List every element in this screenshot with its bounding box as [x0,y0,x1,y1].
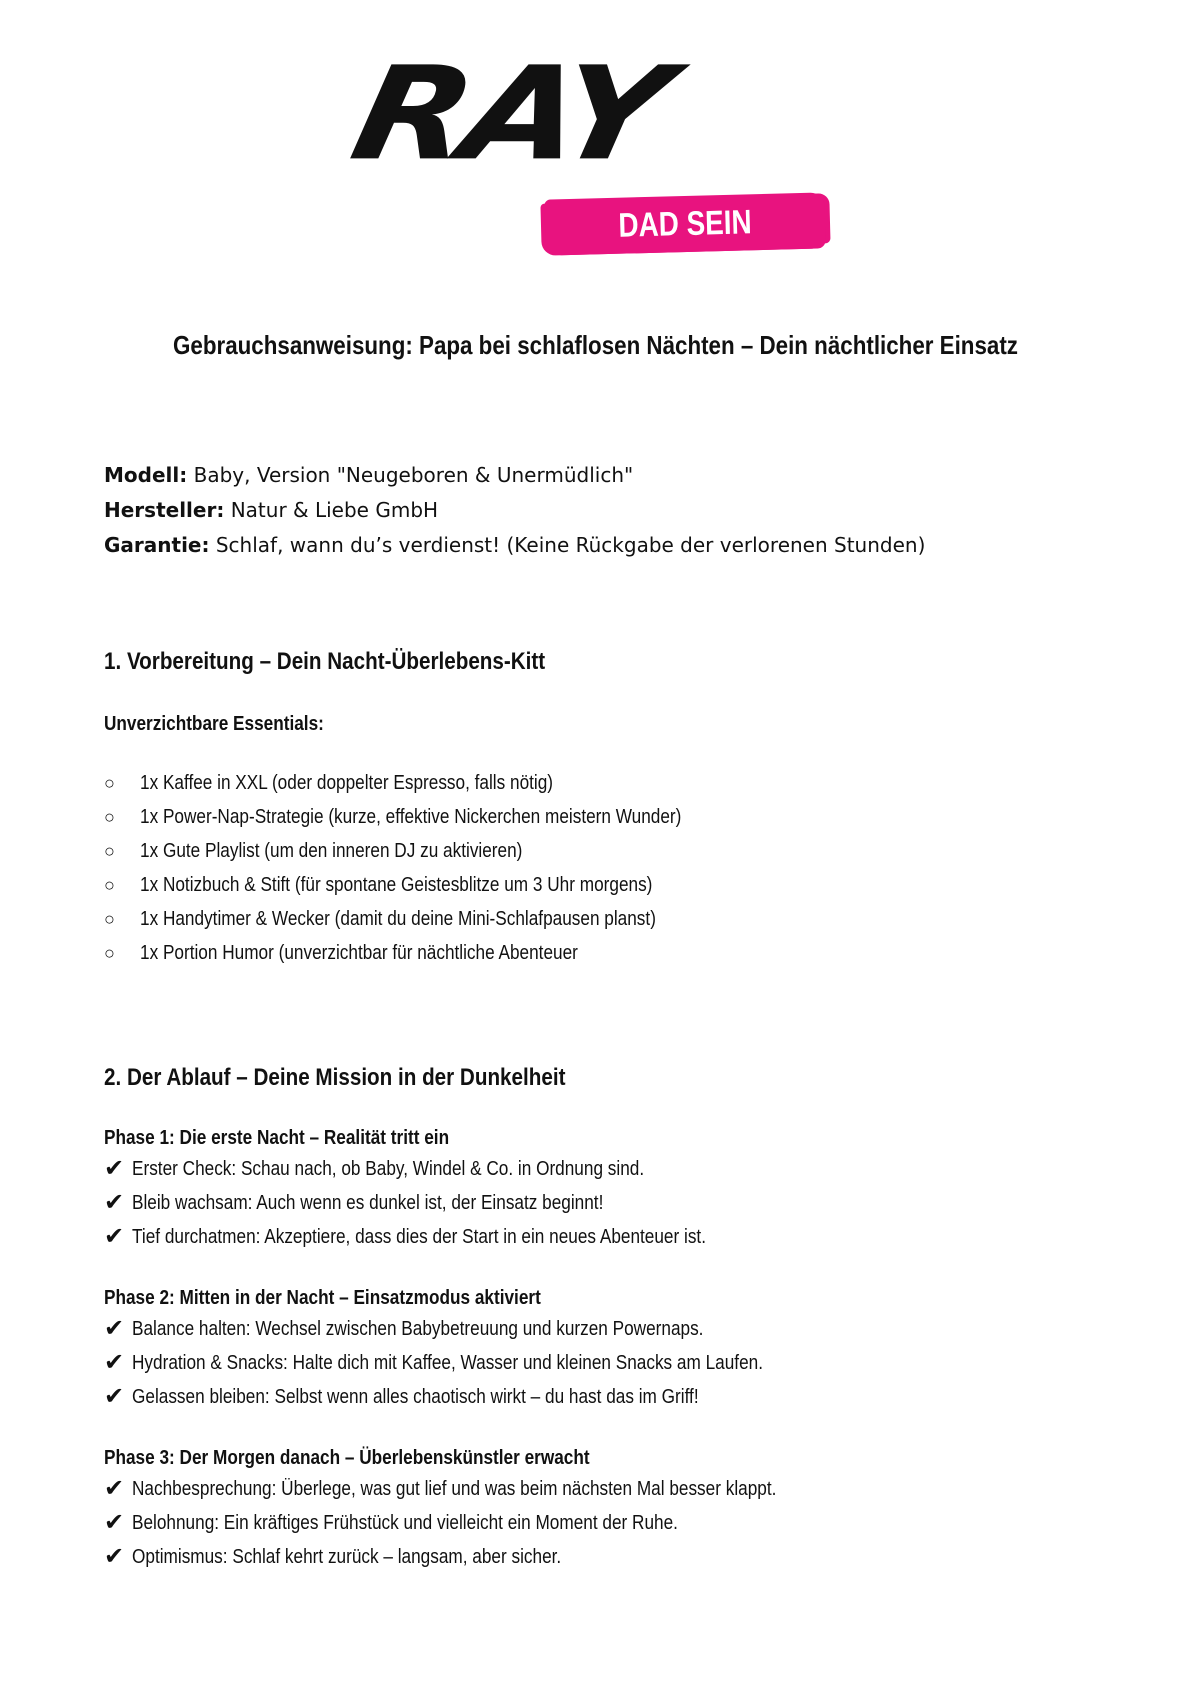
list-item: ○ 1x Handytimer & Wecker (damit du deine Mini-Schlafpausen planst) [104,902,770,936]
section-heading-preparation: 1. Vorbereitung – Dein Nacht-Überlebens-Kitt [104,648,546,675]
list-item: ✔ Gelassen bleiben: Selbst wenn alles chaotisch wirkt – du hast das im Griff! [104,1380,866,1414]
list-item: ○ 1x Power-Nap-Strategie (kurze, effektive Nickerchen meistern Wunder) [104,800,770,834]
meta-value: Schlaf, wann du’s verdienst! (Keine Rückgabe der verlorenen Stunden) [215,533,926,557]
list-item: ✔ Hydration & Snacks: Halte dich mit Kaffee, Wasser und kleinen Snacks am Laufen. [104,1346,866,1380]
logo-wordmark: RAY [340,39,678,190]
page-title: Gebrauchsanweisung: Papa bei schlaflosen Nächten – Dein nächtlicher Einsatz [173,330,1018,360]
meta-label: Modell: [104,463,188,487]
checkmark-icon: ✔ [104,1509,125,1536]
circle-bullet-icon: ○ [104,807,115,827]
brand-logo [340,39,830,301]
list-item: ✔ Bleib wachsam: Auch wenn es dunkel ist, der Einsatz beginnt! [104,1186,799,1220]
list-item: ✔ Tief durchatmen: Akzeptiere, dass dies der Start in ein neues Abenteuer ist. [104,1220,799,1254]
circle-bullet-icon: ○ [104,875,115,895]
checkmark-icon: ✔ [104,1155,125,1182]
checkmark-icon: ✔ [104,1543,125,1570]
meta-label: Garantie: [104,533,210,557]
section-heading-mission: 2. Der Ablauf – Deine Mission in der Dunkelheit [104,1064,566,1091]
logo-tagline: DAD SEIN ROCKT! [617,203,753,301]
list-item: ✔ Erster Check: Schau nach, ob Baby, Windel & Co. in Ordnung sind. [104,1152,799,1186]
phase-3-list [104,1472,881,1574]
product-meta [104,458,925,563]
list-item: ✔ Optimismus: Schlaf kehrt zurück – langsam, aber sicher. [104,1540,881,1574]
checkmark-icon: ✔ [104,1383,125,1410]
meta-row-manufacturer [104,493,925,528]
meta-row-model [104,458,925,493]
subheading-essentials: Unverzichtbare Essentials: [104,713,324,735]
meta-label: Hersteller: [104,498,225,522]
essentials-list [104,766,770,970]
circle-bullet-icon: ○ [104,909,115,929]
phase-2-list [104,1312,866,1414]
list-item: ✔ Balance halten: Wechsel zwischen Babybetreuung und kurzen Powernaps. [104,1312,866,1346]
checkmark-icon: ✔ [104,1349,125,1376]
logo-tagline-badge [544,192,825,301]
checkmark-icon: ✔ [104,1223,125,1250]
list-item: ○ 1x Kaffee in XXL (oder doppelter Espresso, falls nötig) [104,766,770,800]
phase-1-list [104,1152,799,1254]
list-item: ○ 1x Notizbuch & Stift (für spontane Geistesblitze um 3 Uhr morgens) [104,868,770,902]
circle-bullet-icon: ○ [104,773,115,793]
circle-bullet-icon: ○ [104,943,115,963]
list-item: ✔ Nachbesprechung: Überlege, was gut lief und was beim nächsten Mal besser klappt. [104,1472,881,1506]
circle-bullet-icon: ○ [104,841,115,861]
phase-2-title: Phase 2: Mitten in der Nacht – Einsatzmodus aktiviert [104,1287,541,1309]
meta-value: Baby, Version "Neugeboren & Unermüdlich" [193,463,634,487]
checkmark-icon: ✔ [104,1315,125,1342]
phase-1-title: Phase 1: Die erste Nacht – Realität tritt ein [104,1127,450,1149]
list-item: ○ 1x Portion Humor (unverzichtbar für nächtliche Abenteuer [104,936,770,970]
list-item: ○ 1x Gute Playlist (um den inneren DJ zu aktivieren) [104,834,770,868]
meta-row-warranty [104,528,925,563]
meta-value: Natur & Liebe GmbH [230,498,439,522]
phase-3-title: Phase 3: Der Morgen danach – Überlebenskünstler erwacht [104,1447,590,1469]
list-item: ✔ Belohnung: Ein kräftiges Frühstück und vielleicht ein Moment der Ruhe. [104,1506,881,1540]
checkmark-icon: ✔ [104,1475,125,1502]
checkmark-icon: ✔ [104,1189,125,1216]
